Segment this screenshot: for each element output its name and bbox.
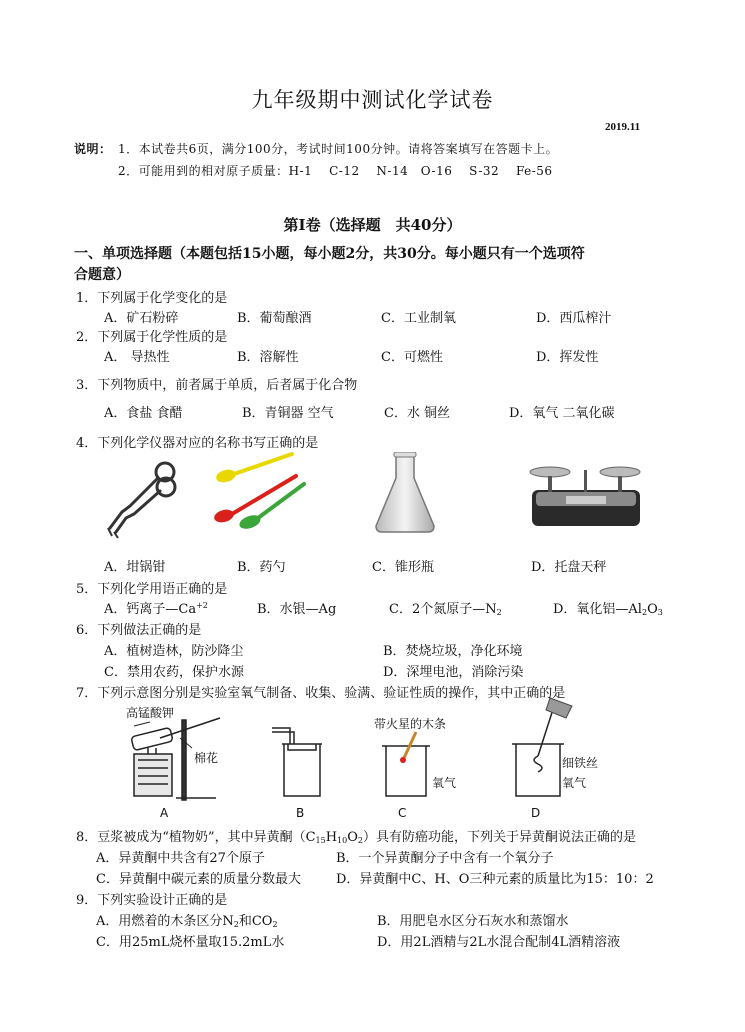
- question-1-option-b: B．葡萄酿酒: [237, 311, 312, 326]
- question-2-option-c: C．可燃性: [381, 350, 443, 365]
- question-1-option-d: D．西瓜榨汁: [536, 311, 612, 326]
- question-2-stem: 2．下列属于化学性质的是: [76, 330, 228, 345]
- question-8-option-b: B．一个异黄酮分子中含有一个氧分子: [336, 851, 554, 866]
- balance-image: [526, 456, 644, 532]
- question-5-stem: 5．下列化学用语正确的是: [76, 582, 228, 597]
- question-5-option-a: A．钙离子$—Ca^{+2}$: [104, 601, 208, 617]
- page-title: 九年级期中测试化学试卷: [251, 88, 494, 112]
- crucible-tongs-image: [100, 458, 182, 540]
- question-3-option-c: C．水 铜丝: [384, 406, 451, 421]
- question-5-option-c: C．2个氮原子$—N_2$: [389, 602, 502, 617]
- question-3-option-a: A．食盐 食醋: [104, 406, 183, 421]
- conical-flask-image: [372, 452, 438, 534]
- question-8-option-c: C．异黄酮中碳元素的质量分数最大: [96, 872, 301, 887]
- question-5-option-d: D．氧化铝$—Al_2O_3$: [553, 602, 663, 617]
- question-4-option-b: B．药勺: [237, 560, 286, 575]
- exam-date: 2019.11: [605, 121, 641, 133]
- question-4-option-c: C．锥形瓶: [372, 560, 434, 575]
- question-7-stem: 7．下列示意图分别是实验室氧气制备、收集、验满、验证性质的操作，其中正确的是: [76, 686, 566, 701]
- label-oxygen-d: 氧气: [562, 776, 587, 790]
- question-9-option-a: A．用燃着的木条区分$N_2$和$CO_2$: [96, 914, 278, 929]
- label-potassium-permanganate: 高锰酸钾: [126, 706, 175, 720]
- question-4-option-d: D．托盘天秤: [531, 560, 607, 575]
- apparatus-b-image: [270, 724, 326, 800]
- note-label: 说明：: [74, 142, 112, 156]
- question-2-option-a: A． 导热性: [104, 350, 170, 365]
- question-4-stem: 4．下列化学仪器对应的名称书写正确的是: [76, 436, 319, 451]
- question-2-option-b: B．溶解性: [237, 350, 299, 365]
- question-9-stem: 9．下列实验设计正确的是: [76, 893, 228, 908]
- caption-c: C: [398, 806, 407, 820]
- question-6-option-a: A．植树造林，防沙降尘: [104, 644, 244, 659]
- question-8-stem: 8．豆浆被成为“植物奶”，其中异黄酮$(C_{15}H_{10}O_2)$具有防癌功能，下列关于异黄酮说法正确的是: [76, 830, 637, 845]
- medicine-spoon-image: [208, 446, 312, 538]
- part-heading-line-2: 合题意）: [74, 267, 130, 283]
- question-9-option-b: B．用肥皂水区分石灰水和蒸馏水: [377, 914, 569, 929]
- question-9-option-d: D．用2L酒精与2L水混合配制4L酒精溶液: [377, 935, 621, 950]
- section-title: 第Ⅰ卷（选择题 共40分）: [283, 216, 462, 234]
- note-line-1: 1．本试卷共6页，满分100分，考试时间100分钟。请将答案填写在答题卡上。: [118, 142, 559, 156]
- question-1-stem: 1．下列属于化学变化的是: [76, 291, 228, 306]
- label-oxygen-c: 氧气: [432, 776, 457, 790]
- question-1-option-c: C．工业制氧: [381, 311, 456, 326]
- question-6-option-c: C．禁用农药，保护水源: [104, 665, 244, 680]
- question-1-option-a: A．矿石粉碎: [104, 311, 179, 326]
- question-6-option-d: D．深埋电池，消除污染: [383, 665, 524, 680]
- question-9-option-c: C．用25mL烧杯量取15.2mL水: [96, 935, 285, 950]
- question-2-option-d: D．挥发性: [536, 350, 599, 365]
- note-line-2: 2．可能用到的相对原子质量：H-1 C-12 N-14 O-16 S-32 Fe-56: [118, 164, 553, 178]
- caption-a: A: [160, 806, 169, 820]
- question-8-option-a: A．异黄酮中共含有27个原子: [96, 851, 265, 866]
- caption-d: D: [531, 806, 541, 820]
- label-cotton: 棉花: [194, 751, 219, 765]
- apparatus-c-image: [380, 728, 440, 800]
- question-6-stem: 6．下列做法正确的是: [76, 623, 202, 638]
- label-iron-wire: 细铁丝: [562, 756, 599, 770]
- question-3-option-b: B．青铜器 空气: [242, 406, 334, 421]
- label-glowing-splint: 带火星的木条: [374, 717, 447, 731]
- question-6-option-b: B．焚烧垃圾，净化环境: [383, 644, 523, 659]
- question-8-option-d: D．异黄酮中C、H、O三种元素的质量比为15：10：2: [336, 872, 654, 887]
- question-3-stem: 3．下列物质中，前者属于单质，后者属于化合物: [76, 378, 358, 393]
- caption-b: B: [296, 806, 305, 820]
- question-4-option-a: A．坩锅钳: [104, 560, 166, 575]
- question-5-option-b: B．水银—Ag: [257, 602, 337, 617]
- question-3-option-d: D．氧气 二氧化碳: [509, 406, 615, 421]
- part-heading-line-1: 一、单项选择题（本题包括15小题，每小题2分，共30分。每小题只有一个选项符: [74, 246, 585, 262]
